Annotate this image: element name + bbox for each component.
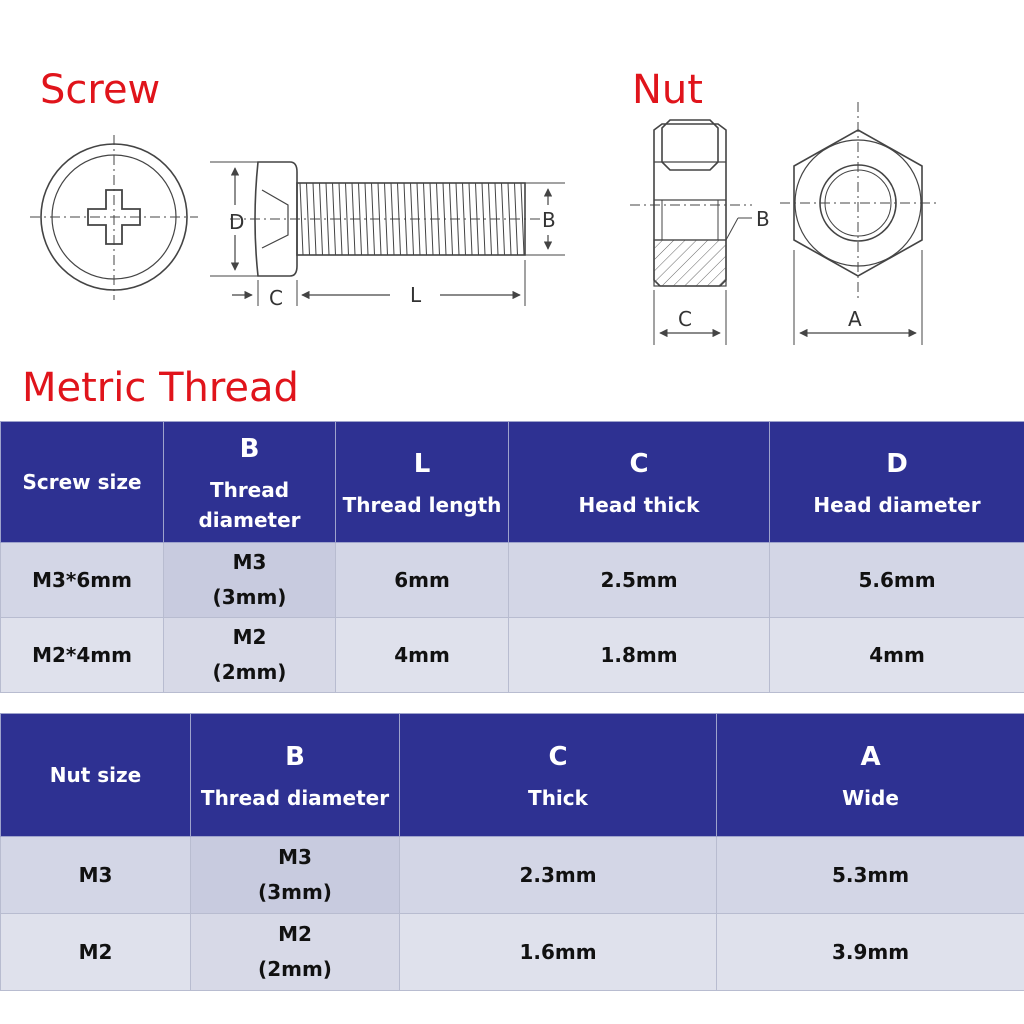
nut-label-b: B	[756, 207, 770, 231]
cell-head-diameter: 5.6mm	[770, 543, 1024, 618]
header-head-diameter: D Head diameter	[770, 422, 1024, 543]
cell-nut-thread: M2 (2mm)	[191, 914, 400, 991]
nut-diagram	[620, 90, 950, 360]
header-nut-thick: C Thick	[400, 714, 717, 837]
label-d: D	[229, 210, 245, 234]
cell-nut-thread: M3 (3mm)	[191, 837, 400, 914]
cell-nut-wide: 3.9mm	[717, 914, 1024, 991]
cell-size: M2*4mm	[1, 618, 164, 693]
metric-thread-title: Metric Thread	[22, 365, 299, 411]
cell-thread: M3 (3mm)	[164, 543, 336, 618]
header-head-thick: C Head thick	[509, 422, 770, 543]
header-thread-length: L Thread length	[336, 422, 509, 543]
header-nut-thread-diameter: B Thread diameter	[191, 714, 400, 837]
table-row	[1, 837, 1024, 914]
cell-nut-wide: 5.3mm	[717, 837, 1024, 914]
table-row	[1, 543, 1024, 618]
nut-table-header	[1, 714, 1024, 837]
nut-title: Nut	[632, 67, 703, 113]
table-row	[1, 618, 1024, 693]
screw-head-top-view	[30, 135, 198, 300]
screw-title: Screw	[40, 67, 161, 113]
header-screw-size: Screw size	[1, 422, 164, 543]
table-row	[1, 914, 1024, 991]
nut-label-c: C	[678, 307, 692, 331]
header-nut-wide: A Wide	[717, 714, 1024, 837]
header-thread-diameter: B Thread diameter	[164, 422, 336, 543]
cell-length: 4mm	[336, 618, 509, 693]
cell-nut-thick: 1.6mm	[400, 914, 717, 991]
cell-head-thick: 1.8mm	[509, 618, 770, 693]
cell-nut-thick: 2.3mm	[400, 837, 717, 914]
cell-length: 6mm	[336, 543, 509, 618]
cell-nut-size: M3	[1, 837, 191, 914]
nut-label-a: A	[848, 307, 862, 331]
screw-diagram	[0, 0, 600, 360]
label-l: L	[410, 283, 422, 307]
cell-size: M3*6mm	[1, 543, 164, 618]
label-c: C	[269, 286, 283, 310]
screw-side-view	[210, 162, 565, 306]
screw-spec-table	[0, 421, 1024, 693]
cell-nut-size: M2	[1, 914, 191, 991]
header-nut-size: Nut size	[1, 714, 191, 837]
cell-head-thick: 2.5mm	[509, 543, 770, 618]
cell-thread: M2 (2mm)	[164, 618, 336, 693]
nut-spec-table	[0, 713, 1024, 991]
label-b: B	[542, 208, 556, 232]
cell-head-diameter: 4mm	[770, 618, 1024, 693]
screw-table-header	[1, 422, 1024, 543]
